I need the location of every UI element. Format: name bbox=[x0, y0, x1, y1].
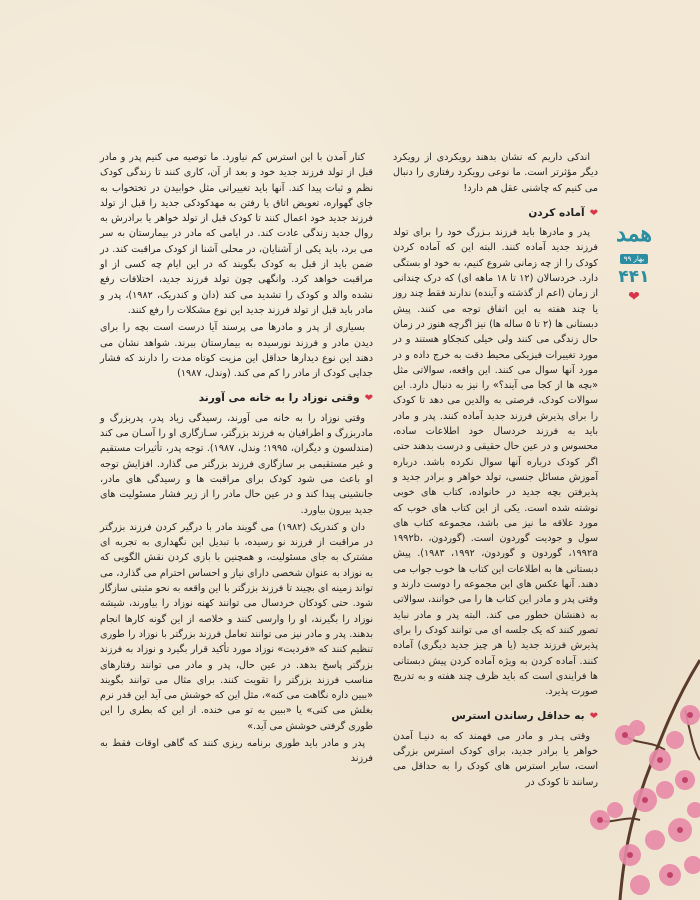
heart-bullet-icon: ❤ bbox=[589, 711, 598, 723]
magazine-side-label bbox=[612, 222, 656, 305]
body-paragraph: دان و کندریک (۱۹۸۲) می گویند مادر با درگیر کردن فرزند بزرگتر در مراقبت از فرزند نو رسیده، با تبدیل این نگهداری به تجربه ای مشترک به جای مسئولیت، و همچنین با بازی کردن نقش الگویی که به نوزاد به عنوان شخصی دارای نیاز و احساس احترام می گذارد، می تواند زمینه ای بچیند تا فرزند بزرگتر با این واقعه به نحو مثبتی سازگار شود. حتی کودکان خردسال می توانند کهنه نوزاد را بیاورند، شیشه نوزاد را بگیرند، او را وارسی کنند و خلاصه از این گونه کارها انجام بدهند. پدر و مادر نیز می توانند تعامل فرزند بزرگتر با نوزاد را طوری تنظیم کنند که «فردیت» نوزاد مورد تأکید قرار بگیرد و نوزاد به فرزند بزرگتر پاسخ بدهد. در عین حال، پدر و مادر می توانند رفتارهای مناسب فرزند بزرگتر را تقویت کنند. برای مثال می توانند بگویند «ببین داره نگاهت می کنه»، مثل این که خوشش می آید این قدر نرم بغلش می کنی» یا «ببین به تو می خنده. از این که بطری را این طوری گرفتی خوشش می آید.» bbox=[100, 521, 373, 732]
body-paragraph: پدر و مادرها باید فرزند بـزرگ خود را برای تولد فرزند جدید آماده کنند. البته این که آماده کردن کودک را از چه زمانی شروع کنیم، به خود او بستگی دارد. خردسالان (۱۲ تا ۱۸ ماهه ای) که درک چندانی از زمان (اعم از گذشته و آینده) ندارند فقط چند روز یا چند هفته به این اتفاق توجه می کنند. پیش دبستانی ها (۲ تا ۵ ساله ها) نیز اگرچه هنوز در زمان حال زندگی می کنند ولی خیلی کنجکاو هستند و در مورد تغییرات فیزیکی محیط دقت به خرج داده و در مورد آنها سوال می کنند. این واقعه، سوالاتی مثل «بچه ها از کجا می آیند؟» را نیز به دنبال دارد. این سوالات کودک، فرصتی به والدین می دهد تا کودک را برای پذیرش فرزند جدید آماده کنند. پدر و مادر باید به فرزند خردسال خود اطلاعات ساده، محسوس و در عین حال حقیقی و درست بدهند حتی اگر کودک درباره آنها سوال نکرده باشد. درباره آموزش مسائل جنسی، تولد خواهر و برادر جدید و پذیرفتن بچه جدید در خانواده، کتاب های خوبی نوشته شده است. یکی از این کتاب های خوب که مورد علاقه ما نیز می باشد، مجموعه کتاب های سول و جودیت گوردون است. (گوردون، ۱۹۹۲b، ۱۹۹۲a، گوردون و گوردون، ۱۹۹۲، ۱۹۸۳). پیش دبستانی ها به اطلاعات این کتاب ها خوب جواب می دهند. آنها عکس های این مجموعه را دوست دارند و وقتی پدر و مادر این کتاب ها را می خوانند، سوالاتی به ذهنشان خطور می کند. البته پدر و مادر نباید تصور کنند که یک جلسه ای می توانند کودک را برای پذیرش فرزند جدید (یا هر چیز جدید دیگری) آماده کنند. آماده کردن به ویژه آماده کردن پیش دبستانی ها فرایندی است که باید ظرف چند هفته و به تدریج صورت پذیرد. bbox=[393, 227, 599, 698]
page-number: ۴۴۱ bbox=[618, 267, 650, 287]
heart-icon: ❤ bbox=[628, 289, 640, 305]
section-heading-newborn-home bbox=[100, 391, 373, 406]
section-title: وقتی نوزاد را به خانه می آورند bbox=[198, 392, 360, 405]
body-paragraph: وقتی پـدر و مادر می فهمند که به دنیـا آمدن خواهر یا برادر جدید، برای کودک استرس بزرگی است، سایر استرس های کودک را به حداقل می رسانند تا کودک در bbox=[393, 730, 598, 788]
body-paragraph: وقتی نوزاد را به خانه می آورند، رسیدگی زیاد پدر، پدربزرگ و مادربزرگ و اطرافیان به فرزند بزرگتر، سـازگاری او را آسـان می کند (مندلسون و دیگران، ۱۹۹۵؛ وندل، ۱۹۸۷). توجه پدر، تأثیرات مستقیم و غیر مستقیمی بر سازگاری فرزند بزرگتر می گذارد. افزایش توجه او باعث می شود کودک برای مراقبت ها و رسیدگی های مادر، جانشینی پیدا کند و در عین حال مادر را از زیر فشار مسئولیت های جدید بیرون بیاورد. bbox=[100, 412, 373, 516]
section-title: آماده کردن bbox=[528, 206, 585, 219]
heart-bullet-icon: ❤ bbox=[364, 393, 373, 405]
issue-date: بهار ۹۹ bbox=[620, 254, 648, 264]
heart-bullet-icon: ❤ bbox=[589, 207, 598, 219]
body-paragraph: کنار آمدن با این استرس کم نیاورد. ما توصیه می کنیم پدر و مادر قبل از تولد فرزند جدید خود و بعد از آن، کاری کنند تا زندگی کودک نظم و ثبات پیدا کند. آنها باید تغییراتی مثل خوابیدن در تختخواب به جای گهواره، تعویض اتاق یا رفتن به مهدکودکی جدید را قبل از تولد فرزند جدید خود اعمال کنند تا کودک قبل از تولد خواهر یا برادرش به روال جدید زندگی عادت کند. در ایامی که مادر در بیمارستان به سر می برد، باید یکی از آشنایان، در محلی آشنا از کودک مراقبت کند. در ضمن باید از قبل به کودک بگویند که در این ایام چه کسی از او مراقبت خواهد کرد. وانگهی چون تولد فرزند جدید، اختلافات رفع نشده والد و کودک را تشدید می کند (دان و کندریک، ۱۹۸۲)، پدر و مادر باید قبل از تولد فرزند جدید این نوع مشکلات را رفع کنند. bbox=[100, 152, 373, 316]
intro-paragraph: اندکی داریم که نشان بدهند رویکردی از رویکرد دیگر مؤثرتر است. ما نوعی رویکرد رفتاری را دنبال می کنیم که چاشنی عقل هم دارد! bbox=[393, 152, 598, 194]
body-paragraph: بسیاری از پدر و مادرها می پرسند آیا درست است بچه را برای دیدن مادر و فرزند نورسیده به بیمارستان ببرند. شواهد نشان می دهند این نوع دیدارها حداقل این مزیت کوتاه مدت را دارند که فشار جدایی کودک از مادر را کم می کند. (وندل، ۱۹۸۷) bbox=[100, 322, 373, 380]
body-paragraph: پدر و مادر باید طوری برنامه ریزی کنند که گاهی اوقات فقط به فرزند bbox=[100, 737, 373, 765]
section-heading-preparation bbox=[393, 206, 598, 221]
section-title: به حداقل رساندن استرس bbox=[451, 710, 585, 723]
cherry-blossom-decoration bbox=[565, 640, 700, 900]
magazine-name: همد bbox=[616, 221, 652, 247]
left-column bbox=[100, 150, 373, 769]
